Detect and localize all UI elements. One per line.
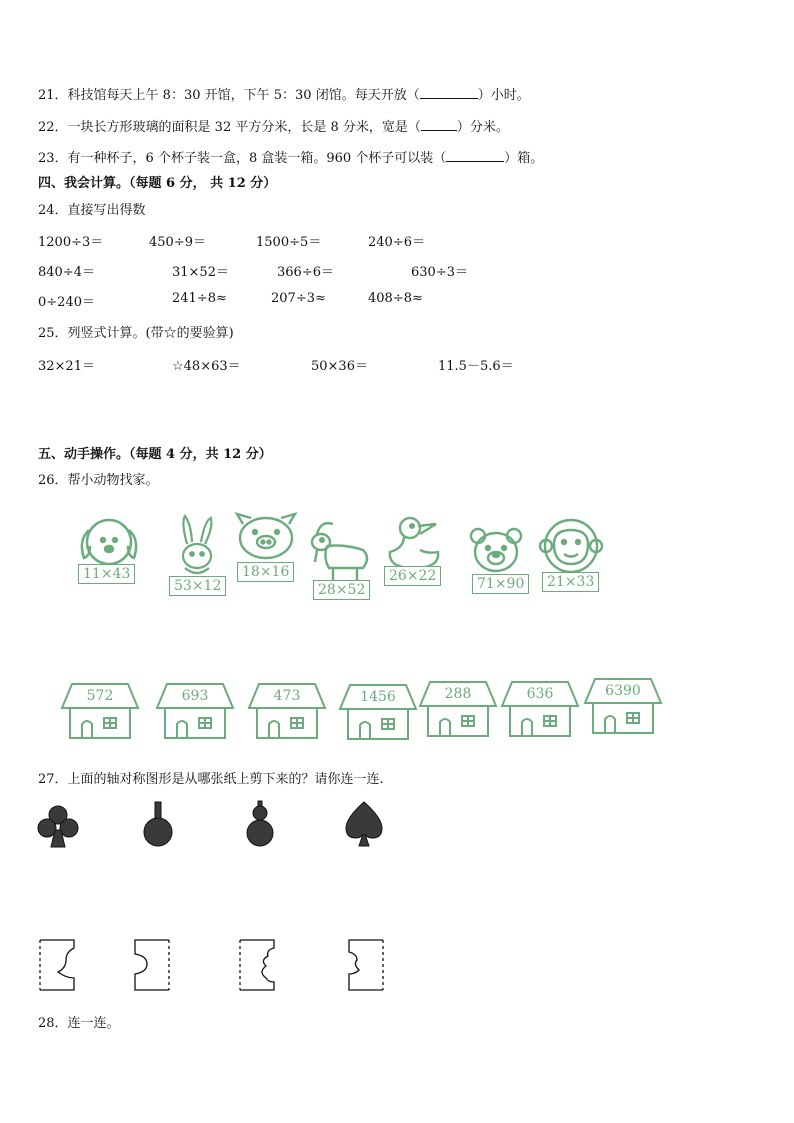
q23-text-b: ）箱。 xyxy=(504,151,544,166)
gourd-icon[interactable] xyxy=(243,800,277,852)
animal-label: 18×16 xyxy=(237,562,294,582)
question-27-title: 27．上面的轴对称图形是从哪张纸上剪下来的？请你连一连. xyxy=(38,772,384,787)
q24-expr: 1500÷5＝ xyxy=(256,235,322,250)
q24-expr: 0÷240＝ xyxy=(38,295,95,310)
animal-rabbit[interactable] xyxy=(165,512,229,592)
house-label: 6390 xyxy=(605,683,641,699)
q22-text-b: ）分米。 xyxy=(456,120,509,135)
animal-goat[interactable] xyxy=(305,518,377,598)
question-26-title: 26．帮小动物找家。 xyxy=(38,473,159,488)
animal-dog[interactable] xyxy=(74,512,144,592)
q21-text-a: 21．科技馆每天上午 8：30 开馆，下午 5：30 闭馆。每天开放（ xyxy=(38,88,420,103)
animal-bear[interactable] xyxy=(466,524,526,592)
pig-icon xyxy=(233,510,299,566)
section-4-title: 四、我会计算。（每题 6 分， 共 12 分） xyxy=(38,176,277,191)
q23-text-a: 23．有一种杯子，6 个杯子装一盒，8 盒装一箱。960 个杯子可以装（ xyxy=(38,151,447,166)
question-28-title: 28．连一连。 xyxy=(38,1016,120,1031)
q25-expr: 11.5－5.6＝ xyxy=(438,359,514,374)
house-label: 636 xyxy=(526,686,554,702)
q23-answer-blank[interactable] xyxy=(446,149,504,162)
question-23 xyxy=(38,147,543,166)
q24-expr: 840÷4＝ xyxy=(38,265,95,280)
section-5-title: 五、动手操作。（每题 4 分，共 12 分） xyxy=(38,447,272,462)
animal-duck[interactable] xyxy=(380,514,452,584)
house[interactable] xyxy=(500,680,580,738)
cut-paper-2[interactable] xyxy=(133,938,173,996)
q24-expr: 450÷9＝ xyxy=(149,235,206,250)
q24-expr: 31×52＝ xyxy=(172,265,229,280)
animal-label: 21×33 xyxy=(542,572,599,592)
duck-icon xyxy=(380,514,452,574)
question-22 xyxy=(38,116,509,135)
house[interactable] xyxy=(338,683,418,741)
house[interactable] xyxy=(155,682,235,740)
q24-expr: 630÷3＝ xyxy=(411,265,468,280)
cut-paper-3[interactable] xyxy=(238,938,278,996)
q25-expr: 32×21＝ xyxy=(38,359,95,374)
cut-paper-4[interactable] xyxy=(347,938,387,996)
q22-text-a: 22．一块长方形玻璃的面积是 32 平方分米，长是 8 分米，宽是（ xyxy=(38,120,421,135)
q24-expr: 1200÷3＝ xyxy=(38,235,104,250)
animal-label: 26×22 xyxy=(384,566,441,586)
q24-expr: 366÷6＝ xyxy=(277,265,334,280)
house-label: 572 xyxy=(86,688,114,704)
animal-label: 71×90 xyxy=(472,574,529,594)
animal-label: 28×52 xyxy=(313,580,370,600)
q24-expr: 408÷8≈ xyxy=(368,291,423,306)
house[interactable] xyxy=(60,682,140,740)
question-21 xyxy=(38,84,530,103)
animal-label: 11×43 xyxy=(78,564,135,584)
monkey-icon xyxy=(538,514,604,578)
gourd-stem-icon[interactable] xyxy=(141,800,175,852)
animal-monkey[interactable] xyxy=(538,514,604,590)
house-label: 473 xyxy=(273,688,301,704)
q24-expr: 241÷8≈ xyxy=(172,291,227,306)
q21-answer-blank[interactable] xyxy=(420,86,478,99)
q24-expr: 207÷3≈ xyxy=(271,291,326,306)
q24-expr: 240÷6＝ xyxy=(368,235,425,250)
spade-icon[interactable] xyxy=(342,800,386,852)
animal-pig[interactable] xyxy=(233,510,299,580)
q25-expr: ☆48×63＝ xyxy=(172,359,241,374)
club-icon[interactable] xyxy=(37,804,79,852)
q21-text-b: ）小时。 xyxy=(477,88,530,103)
bear-icon xyxy=(466,524,526,578)
house[interactable] xyxy=(583,677,663,735)
cut-paper-1[interactable] xyxy=(38,938,78,996)
house[interactable] xyxy=(418,680,498,738)
house-label: 288 xyxy=(444,686,472,702)
q22-answer-blank[interactable] xyxy=(421,118,457,131)
goat-icon xyxy=(305,518,377,582)
house-label: 1456 xyxy=(360,689,396,705)
question-25-title: 25．列竖式计算。(带☆的要验算) xyxy=(38,326,234,341)
house-label: 693 xyxy=(181,688,209,704)
q25-expr: 50×36＝ xyxy=(311,359,368,374)
house[interactable] xyxy=(247,682,327,740)
animal-label: 53×12 xyxy=(169,576,226,596)
question-24-title: 24．直接写出得数 xyxy=(38,203,146,218)
